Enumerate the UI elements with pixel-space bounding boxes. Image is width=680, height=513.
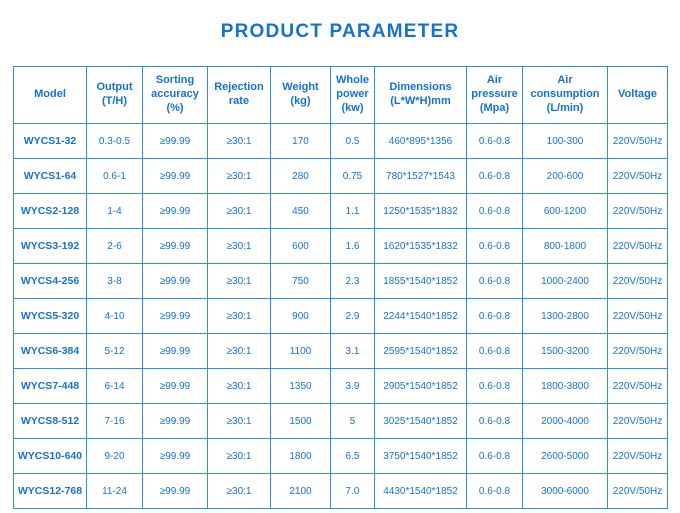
column-header-line: accuracy xyxy=(151,88,199,101)
cell-model: WYCS10-640 xyxy=(14,439,87,474)
table-cell: 220V/50Hz xyxy=(608,124,668,159)
table-cell: 0.6-0.8 xyxy=(467,299,523,334)
column-header-line: (kg) xyxy=(290,95,311,107)
table-cell: 750 xyxy=(271,264,331,299)
table-row xyxy=(14,404,668,439)
column-header-line: Dimensions xyxy=(389,81,452,94)
table-cell: 0.6-0.8 xyxy=(467,474,523,509)
table-cell: 800-1800 xyxy=(523,229,608,264)
column-header-line: Whole xyxy=(336,74,369,87)
column-header xyxy=(331,67,375,124)
table-cell: 1250*1535*1832 xyxy=(375,194,467,229)
table-cell: 2.3 xyxy=(331,264,375,299)
table-cell: 3000-6000 xyxy=(523,474,608,509)
column-header xyxy=(87,67,143,124)
cell-model: WYCS3-192 xyxy=(14,229,87,264)
table-cell: 11-24 xyxy=(87,474,143,509)
table-cell: 4-10 xyxy=(87,299,143,334)
table-cell: 1.1 xyxy=(331,194,375,229)
product-parameter-table xyxy=(13,66,668,509)
table-cell: 2244*1540*1852 xyxy=(375,299,467,334)
table-cell: 0.75 xyxy=(331,159,375,194)
table-cell: 3.9 xyxy=(331,369,375,404)
table-cell: 0.6-0.8 xyxy=(467,124,523,159)
table-cell: 1-4 xyxy=(87,194,143,229)
table-cell: 7-16 xyxy=(87,404,143,439)
column-header xyxy=(143,67,208,124)
table-cell: ≥99.99 xyxy=(143,194,208,229)
table-row xyxy=(14,194,668,229)
table-cell: 780*1527*1543 xyxy=(375,159,467,194)
column-header xyxy=(467,67,523,124)
table-cell: 450 xyxy=(271,194,331,229)
table-cell: ≥30:1 xyxy=(208,159,271,194)
table-cell: 0.6-0.8 xyxy=(467,404,523,439)
table-cell: ≥99.99 xyxy=(143,369,208,404)
table-cell: 1855*1540*1852 xyxy=(375,264,467,299)
table-body xyxy=(14,124,668,509)
table-row xyxy=(14,334,668,369)
cell-model: WYCS5-320 xyxy=(14,299,87,334)
table-cell: 7.0 xyxy=(331,474,375,509)
table-cell: 1100 xyxy=(271,334,331,369)
column-header-line: power xyxy=(336,88,369,101)
column-header-line: (L*W*H)mm xyxy=(390,95,451,107)
table-cell: 600 xyxy=(271,229,331,264)
table-cell: ≥99.99 xyxy=(143,299,208,334)
table-cell: 0.6-0.8 xyxy=(467,369,523,404)
table-header xyxy=(14,67,668,124)
table-cell: 1620*1535*1832 xyxy=(375,229,467,264)
column-header xyxy=(375,67,467,124)
table-cell: 280 xyxy=(271,159,331,194)
table-cell: 220V/50Hz xyxy=(608,299,668,334)
cell-model: WYCS7-448 xyxy=(14,369,87,404)
table-cell: 220V/50Hz xyxy=(608,229,668,264)
table-row xyxy=(14,369,668,404)
column-header xyxy=(271,67,331,124)
column-header xyxy=(608,67,668,124)
column-header-line: Output xyxy=(96,81,133,94)
cell-model: WYCS8-512 xyxy=(14,404,87,439)
table-cell: 6-14 xyxy=(87,369,143,404)
table-cell: 170 xyxy=(271,124,331,159)
table-cell: 1350 xyxy=(271,369,331,404)
table-cell: 1800 xyxy=(271,439,331,474)
parameter-table-container xyxy=(0,43,680,509)
table-row xyxy=(14,124,668,159)
cell-model: WYCS6-384 xyxy=(14,334,87,369)
table-cell: ≥99.99 xyxy=(143,334,208,369)
table-cell: 600-1200 xyxy=(523,194,608,229)
table-cell: 2-6 xyxy=(87,229,143,264)
cell-model: WYCS2-128 xyxy=(14,194,87,229)
table-cell: ≥99.99 xyxy=(143,404,208,439)
table-cell: 6.5 xyxy=(331,439,375,474)
table-cell: 220V/50Hz xyxy=(608,334,668,369)
column-header xyxy=(523,67,608,124)
table-row xyxy=(14,439,668,474)
table-cell: 220V/50Hz xyxy=(608,264,668,299)
table-cell: 1000-2400 xyxy=(523,264,608,299)
column-header xyxy=(208,67,271,124)
table-cell: 2600-5000 xyxy=(523,439,608,474)
table-cell: ≥99.99 xyxy=(143,474,208,509)
table-cell: 2000-4000 xyxy=(523,404,608,439)
table-cell: ≥30:1 xyxy=(208,404,271,439)
table-cell: ≥99.99 xyxy=(143,229,208,264)
table-cell: ≥30:1 xyxy=(208,229,271,264)
table-cell: 1300-2800 xyxy=(523,299,608,334)
table-cell: 220V/50Hz xyxy=(608,194,668,229)
table-cell: ≥99.99 xyxy=(143,264,208,299)
table-cell: 3750*1540*1852 xyxy=(375,439,467,474)
table-cell: 900 xyxy=(271,299,331,334)
cell-model: WYCS1-32 xyxy=(14,124,87,159)
table-cell: 220V/50Hz xyxy=(608,439,668,474)
cell-model: WYCS1-64 xyxy=(14,159,87,194)
table-cell: 100-300 xyxy=(523,124,608,159)
column-header xyxy=(14,67,87,124)
column-header-line: (kw) xyxy=(341,101,364,114)
table-cell: 2905*1540*1852 xyxy=(375,369,467,404)
table-cell: ≥30:1 xyxy=(208,439,271,474)
table-cell: 0.6-0.8 xyxy=(467,159,523,194)
column-header-line: Model xyxy=(34,88,66,101)
column-header-line: (T/H) xyxy=(101,95,128,107)
table-cell: ≥30:1 xyxy=(208,299,271,334)
column-header-line: (%) xyxy=(166,101,184,114)
table-cell: 9-20 xyxy=(87,439,143,474)
page-title: PRODUCT PARAMETER xyxy=(220,21,460,42)
table-cell: ≥99.99 xyxy=(143,159,208,194)
table-header-row xyxy=(14,67,668,124)
table-cell: 200-600 xyxy=(523,159,608,194)
table-cell: 1500-3200 xyxy=(523,334,608,369)
column-header-line: Rejection xyxy=(214,81,264,94)
table-cell: ≥30:1 xyxy=(208,194,271,229)
table-cell: 3025*1540*1852 xyxy=(375,404,467,439)
table-row xyxy=(14,229,668,264)
table-row xyxy=(14,474,668,509)
table-cell: ≥30:1 xyxy=(208,369,271,404)
column-header-line: consumption xyxy=(530,88,600,101)
table-cell: 5 xyxy=(331,404,375,439)
table-cell: ≥99.99 xyxy=(143,439,208,474)
table-cell: 220V/50Hz xyxy=(608,404,668,439)
table-cell: 2595*1540*1852 xyxy=(375,334,467,369)
column-header-line: Weight xyxy=(282,81,319,94)
table-cell: 5-12 xyxy=(87,334,143,369)
column-header-line: Air xyxy=(486,74,503,87)
table-cell: 3.1 xyxy=(331,334,375,369)
column-header-line: Sorting xyxy=(155,74,195,87)
table-cell: 0.6-0.8 xyxy=(467,194,523,229)
table-cell: 1800-3800 xyxy=(523,369,608,404)
table-cell: ≥30:1 xyxy=(208,334,271,369)
table-cell: 0.6-1 xyxy=(87,159,143,194)
table-cell: 2100 xyxy=(271,474,331,509)
column-header-line: (Mpa) xyxy=(479,101,510,114)
table-cell: 0.6-0.8 xyxy=(467,334,523,369)
table-cell: 220V/50Hz xyxy=(608,369,668,404)
cell-model: WYCS12-768 xyxy=(14,474,87,509)
table-cell: ≥30:1 xyxy=(208,264,271,299)
table-cell: 220V/50Hz xyxy=(608,474,668,509)
column-header-line: Voltage xyxy=(618,88,657,101)
table-cell: 0.6-0.8 xyxy=(467,264,523,299)
table-cell: ≥99.99 xyxy=(143,124,208,159)
column-header-line: Air xyxy=(557,74,573,87)
table-cell: ≥30:1 xyxy=(208,474,271,509)
column-header-line: (L/min) xyxy=(546,101,584,114)
table-cell: 3-8 xyxy=(87,264,143,299)
table-row xyxy=(14,299,668,334)
table-cell: 0.6-0.8 xyxy=(467,229,523,264)
table-cell: ≥30:1 xyxy=(208,124,271,159)
table-cell: 1.6 xyxy=(331,229,375,264)
cell-model: WYCS4-256 xyxy=(14,264,87,299)
table-cell: 4430*1540*1852 xyxy=(375,474,467,509)
column-header-line: pressure xyxy=(471,88,518,101)
table-cell: 2.9 xyxy=(331,299,375,334)
table-cell: 0.5 xyxy=(331,124,375,159)
table-cell: 0.6-0.8 xyxy=(467,439,523,474)
table-cell: 0.3-0.5 xyxy=(87,124,143,159)
column-header-line: rate xyxy=(228,95,250,107)
table-row xyxy=(14,264,668,299)
table-cell: 1500 xyxy=(271,404,331,439)
table-cell: 460*895*1356 xyxy=(375,124,467,159)
table-row xyxy=(14,159,668,194)
table-cell: 220V/50Hz xyxy=(608,159,668,194)
